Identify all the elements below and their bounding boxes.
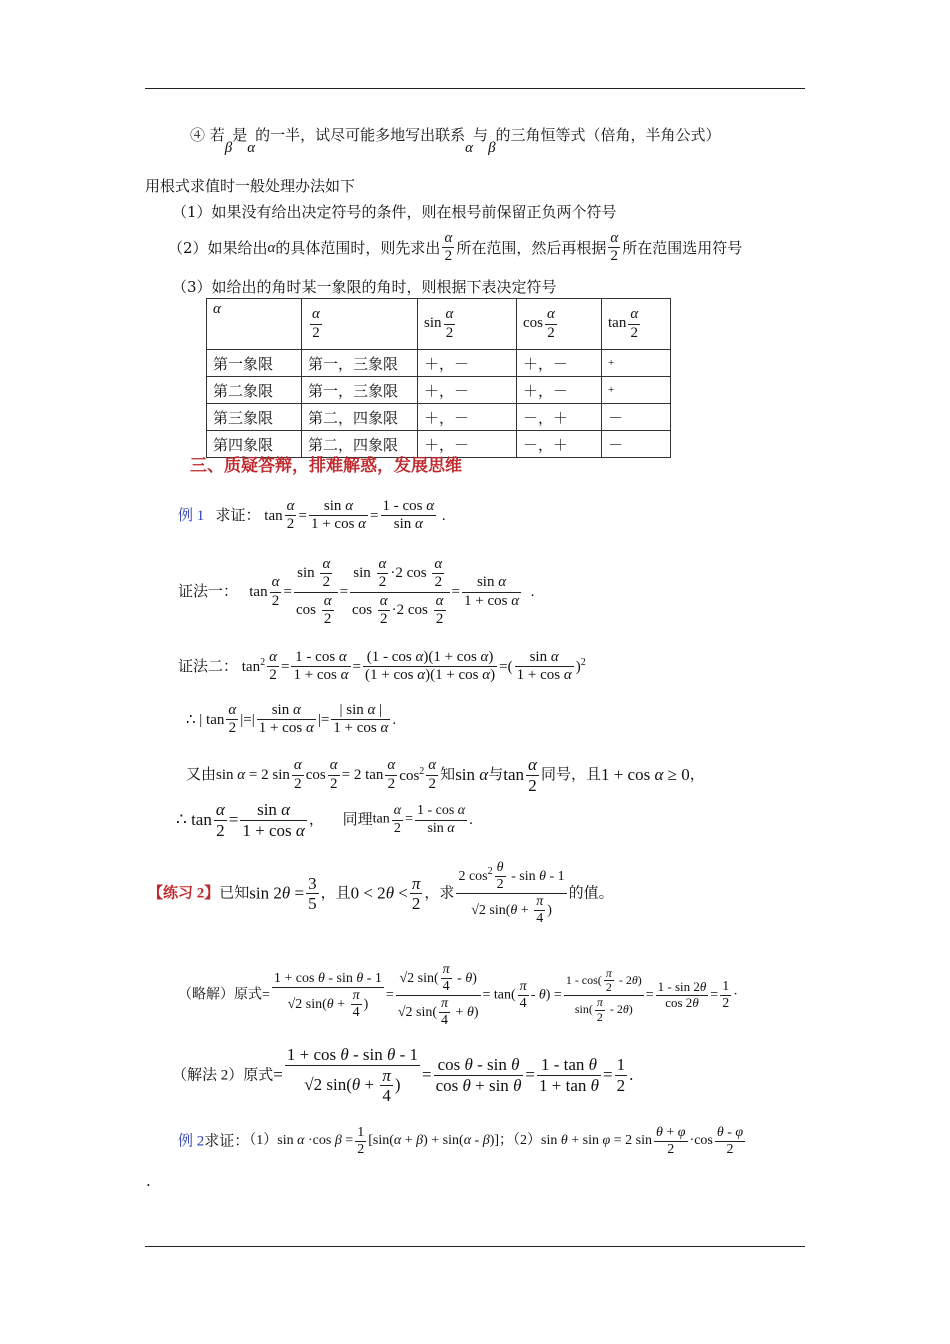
p2-frac-3: $\frac{\text{sin α}}{\text{1 + cos α}}$	[516, 649, 572, 684]
table-cell: 第三象限	[207, 404, 302, 431]
conc-frac-a2: $\frac{\alpha}{2}$	[215, 800, 225, 840]
proof-2-label: 证法二：	[178, 658, 239, 675]
solution-2-line: （解法 2）原式= 1 + cos θ - sin θ - 1 √2 sin(θ + $\frac{\pi}{4}$ ) = $\frac{\text{cos θ - sin θ}}{\text{cos θ + sin θ}}$ = $\frac{\text{1 - tan θ}}{\text{1 + tan θ}}$ = $\frac{1}{2}$ .	[172, 1045, 634, 1106]
header-rule	[145, 88, 805, 89]
method-item-2-a: （2）如果给出	[168, 238, 268, 257]
example-2-prove: 求证：	[204, 1133, 250, 1150]
proof-1-line: 证法一： tan $\frac{\alpha}{2}$ = sin $\frac{\alpha}{2}$ cos $\frac{\alpha}{2}$ = sin $\frac{\alpha}{2}$ ·2 cos $\frac{\alpha}{2}$ cos $\frac{\alpha}{2}$ ·2 cos $\frac{\alpha}{2}$ = $\frac{\text{sin α}}{\text{1 + cos α}}$ .	[178, 556, 535, 627]
ex1-frac-sin: $\frac{\text{sin α}}{\text{1 + cos α}}$	[310, 498, 367, 533]
table-cell: ＋，－	[418, 350, 517, 377]
s1-frac-2: √2 sin( $\frac{\pi}{4}$ - θ) √2 sin( $\frac{\pi}{4}$ + θ)	[397, 962, 479, 1029]
intro-line	[190, 126, 721, 156]
practice-2-value: 的值。	[568, 885, 614, 902]
method-item-3: （3）如给出的角时某一象限的角时，则根据下表决定符号	[172, 278, 557, 296]
solution-1-label: （略解）原式	[178, 987, 262, 1003]
proof-2-conclusion: ∴ tan $\frac{\alpha}{2}$ = $\frac{\text{sin α}}{\text{1 + cos α}}$ ， 同理tan $\frac{\alpha}{2}$ = $\frac{\text{1 - cos α}}{\text{sin α}}$ .	[176, 800, 473, 840]
header-cos-frac: $\frac{\alpha}{2}$	[547, 306, 555, 341]
method-item-2-b: 的具体范围时，则先求出	[275, 238, 441, 257]
conc-frac-1: $\frac{\text{sin α}}{\text{1 + cos α}}$	[242, 800, 305, 840]
p1-frac-double: sin $\frac{\alpha}{2}$ ·2 cos $\frac{\alpha}{2}$ cos $\frac{\alpha}{2}$ ·2 cos $\frac{\alpha}{2}$	[350, 556, 450, 628]
s2-frac-2: $\frac{\text{cos θ - sin θ}}{\text{cos θ + sin θ}}$	[435, 1055, 522, 1095]
solution-1-line: （略解）原式= 1 + cos θ - sin θ - 1 √2 sin(θ + $\frac{\pi}{4}$ ) = √2 sin( $\frac{\pi}{4}$ - θ) √2 sin( $\frac{\pi}{4}$ + θ) = tan( $\frac{\pi}{4}$ - θ) = 1 - cos( $\frac{\pi}{2}$ - 2θ) sin( $\frac{\pi}{2}$ - 2θ) = $\frac{1 - \sin 2\theta}{\cos 2\theta}$ = $\frac{1}{2}$ ·	[178, 962, 738, 1029]
alpha-symbol: α	[247, 140, 256, 156]
beta-symbol: β	[224, 140, 233, 156]
table-row	[207, 350, 671, 377]
p1-frac-result: $\frac{\text{sin α}}{\text{1 + cos α}}$	[464, 574, 520, 609]
trailing-dot: .	[146, 1172, 151, 1190]
footer-rule	[145, 1246, 805, 1247]
abs-frac-a2: $\frac{\alpha}{2}$	[228, 702, 237, 737]
table-cell: ＋，－	[517, 350, 602, 377]
intro-text-4: 与	[473, 126, 489, 144]
know-label: 知	[440, 767, 456, 784]
p1-frac-sin-cos: sin $\frac{\alpha}{2}$ cos $\frac{\alpha}{2}$	[294, 556, 338, 628]
practice-2-given: 已知	[219, 885, 250, 902]
proof-2-abs-line: ∴ | tan $\frac{\alpha}{2}$ |=| $\frac{\text{sin α}}{\text{1 + cos α}}$ |= $\frac{\text{| sin α |}}{\text{1 + cos α}}$ .	[186, 702, 397, 737]
s1-frac-6: $\frac{1}{2}$	[722, 979, 730, 1012]
conc-frac-a2-2: $\frac{\alpha}{2}$	[393, 803, 402, 836]
table-cell: 第一，三象限	[302, 350, 418, 377]
table-header-tan: tan $\frac{\alpha}{2}$	[602, 299, 671, 350]
method-heading: 用根式求值时一般处理办法如下	[145, 177, 356, 195]
s1-frac-1: 1 + cos θ - sin θ - 1 √2 sin(θ + $\frac{\pi}{4}$ )	[273, 970, 382, 1020]
table-cell: 第一象限	[207, 350, 302, 377]
abs-frac-2: $\frac{\text{| sin α |}}{\text{1 + cos α}}$	[333, 702, 389, 737]
pr2-frac-main: 2 $\cos^2$ $\frac{\theta}{2}$ - sin θ - 1 √2 sin(θ + $\frac{\pi}{4}$ )	[458, 860, 565, 927]
header-alpha-text: α	[213, 301, 221, 317]
also-frac-4: $\frac{\alpha}{2}$	[428, 757, 437, 792]
practice-2-find: ，求	[424, 885, 455, 902]
s1-frac-5: $\frac{1 - \sin 2\theta}{\cos 2\theta}$	[657, 979, 707, 1011]
table-cell: +	[602, 350, 671, 377]
also-frac-2: $\frac{\alpha}{2}$	[329, 757, 338, 792]
example-2-part1: （1）	[249, 1133, 278, 1149]
table-cell: －，＋	[517, 404, 602, 431]
table-header-row	[207, 299, 671, 350]
also-frac-5: $\frac{\alpha}{2}$	[528, 755, 537, 795]
method-item-1: （1）如果没有给出决定符号的条件，则在根号前保留正负两个符号	[172, 203, 617, 221]
pr2-frac-35: $\frac{3}{5}$	[308, 873, 317, 914]
half-alpha-fraction: $\frac{\alpha}{2}$	[444, 230, 453, 265]
practice-2-statement: 【练习 2】已知sin 2θ = $\frac{3}{5}$ ，且0 < 2θ < $\frac{\pi}{2}$ ，求 2 $\cos^2$ $\frac{\theta}{2}$ - sin θ - 1 √2 sin(θ + $\frac{\pi}{4}$ ) 的值。	[148, 860, 614, 927]
table-header-half-alpha	[302, 299, 418, 350]
header-sin-frac: $\frac{\alpha}{2}$	[445, 306, 454, 341]
ex2-frac-diff: $\frac{\theta - \varphi}{2}$	[716, 1125, 744, 1158]
s2-frac-1: 1 + cos θ - sin θ - 1 √2 sin(θ + $\frac{\pi}{4}$ )	[286, 1045, 418, 1106]
example-1-label: 例 1	[178, 507, 205, 524]
table-cell: 第二象限	[207, 377, 302, 404]
example-1-prove: 求证：	[215, 507, 261, 524]
method-item-2	[168, 230, 742, 266]
intro-text-3: 的一半，试尽可能多地写出联系	[255, 126, 466, 144]
practice-2-and: ，且	[320, 885, 351, 902]
example-2-statement: 例 2求证：（1）sin α ·cos β = $\frac{1}{2}$ [sin(α + β) + sin(α - β)]；（2）sin θ + sin φ = 2 sin $\frac{\theta + \varphi}{2}$ ·cos $\frac{\theta - \varphi}{2}$	[178, 1125, 744, 1158]
conc-frac-2: $\frac{\text{1 - cos α}}{\text{sin α}}$	[416, 803, 466, 836]
table-cell: ＋，－	[418, 431, 517, 458]
alpha-symbol-2: α	[465, 140, 474, 156]
table-cell: 第四象限	[207, 431, 302, 458]
table-cell: －	[602, 431, 671, 458]
also-frac-3: $\frac{\alpha}{2}$	[387, 757, 396, 792]
intro-text-2: 是	[232, 126, 248, 144]
method-item-2-d: 所在范围选用符号	[622, 238, 743, 257]
ex2-frac-half: $\frac{1}{2}$	[357, 1125, 365, 1158]
table-cell: －，＋	[517, 431, 602, 458]
similarly-label: 同理	[342, 812, 373, 829]
example-1-statement: 例 1 求证： tan $\frac{\alpha}{2}$ = $\frac{\text{sin α}}{\text{1 + cos α}}$ = $\frac{\text{1 - cos α}}{\text{sin α}}$ .	[178, 498, 446, 533]
table-cell: 第二，四象限	[302, 404, 418, 431]
header-tan-frac: $\frac{\alpha}{2}$	[630, 306, 639, 341]
table-row	[207, 431, 671, 458]
also-frac-1: $\frac{\alpha}{2}$	[293, 757, 302, 792]
p2-frac-2: $\frac{\text{(1 - cos α)(1 + cos α)}}{\text{(1 + cos α)(1 + cos α)}}$	[365, 649, 496, 684]
intro-text-1: ④ 若	[190, 126, 225, 144]
table-header-alpha	[207, 299, 302, 350]
table-cell: 第一，三象限	[302, 377, 418, 404]
ex1-frac-1mcos: $\frac{\text{1 - cos α}}{\text{sin α}}$	[382, 498, 435, 533]
example-2-part2: （2）	[513, 1133, 542, 1149]
s2-frac-3: $\frac{\text{1 - tan θ}}{\text{1 + tan θ}}$	[539, 1055, 599, 1095]
table-header-sin: sin $\frac{\alpha}{2}$	[418, 299, 517, 350]
method-item-2-c: 所在范围，然后再根据	[456, 238, 607, 257]
abs-frac-1: $\frac{\text{sin α}}{\text{1 + cos α}}$	[258, 702, 314, 737]
same-sign-label: 同号，且	[540, 767, 601, 784]
table-cell: 第二，四象限	[302, 431, 418, 458]
p1-frac-a2: $\frac{\alpha}{2}$	[271, 574, 280, 609]
intro-text-5: 的三角恒等式（倍角，半角公式）	[495, 126, 721, 144]
table-cell: ＋，－	[418, 377, 517, 404]
alpha-symbol-3: α	[267, 239, 276, 256]
proof-2-line: 证法二： $\tan^2$ $\frac{\alpha}{2}$ = $\frac{\text{1 - cos α}}{\text{1 + cos α}}$ = $\frac{\text{(1 - cos α)(1 + cos α)}}{\text{(1 + cos α)(1 + cos α)}}$ =( $\frac{\text{sin α}}{\text{1 + cos α}}$ )$^2$	[178, 649, 586, 684]
also-label: 又由	[186, 767, 217, 784]
table-header-cos: cos $\frac{\alpha}{2}$	[517, 299, 602, 350]
s1-frac-4: 1 - cos( $\frac{\pi}{2}$ - 2θ) sin( $\frac{\pi}{2}$ - 2θ)	[565, 965, 642, 1024]
and-label: 与	[488, 767, 504, 784]
quadrant-sign-table	[206, 298, 671, 458]
table-cell: ＋，－	[418, 404, 517, 431]
example-2-label: 例 2	[178, 1133, 205, 1150]
proof-2-also-line: 又由sin α = 2 sin $\frac{\alpha}{2}$ cos $\frac{\alpha}{2}$ = 2 tan $\frac{\alpha}{2}$ $\cos^2$ $\frac{\alpha}{2}$ 知sin α与tan $\frac{\alpha}{2}$ 同号，且1 + cos α ≥ 0，	[186, 755, 705, 795]
practice-2-label: 【练习 2】	[148, 885, 220, 902]
s1-frac-3: $\frac{\pi}{4}$	[519, 979, 527, 1012]
table-cell: ＋，－	[517, 377, 602, 404]
table-cell: －	[602, 404, 671, 431]
table-cell: +	[602, 377, 671, 404]
section-3-title: 三、质疑答辩，排难解惑，发展思维	[190, 456, 462, 476]
half-alpha-fraction-2: $\frac{\alpha}{2}$	[610, 230, 619, 265]
p2-frac-a2: $\frac{\alpha}{2}$	[269, 649, 277, 684]
table-row	[207, 404, 671, 431]
ex2-frac-sum: $\frac{\theta + \varphi}{2}$	[655, 1125, 686, 1158]
p2-frac-1: $\frac{\text{1 - cos α}}{\text{1 + cos α}}$	[293, 649, 349, 684]
header-half-alpha-frac: $\frac{\alpha}{2}$	[312, 306, 320, 341]
s2-frac-4: $\frac{1}{2}$	[616, 1055, 626, 1095]
ex1-frac-a2: $\frac{\alpha}{2}$	[286, 498, 295, 533]
solution-2-label: （解法 2）原式	[172, 1067, 274, 1084]
proof-1-label: 证法一：	[178, 584, 239, 600]
table-row	[207, 377, 671, 404]
pr2-frac-pi2: $\frac{\pi}{2}$	[411, 873, 421, 914]
beta-symbol-2: β	[488, 140, 496, 156]
